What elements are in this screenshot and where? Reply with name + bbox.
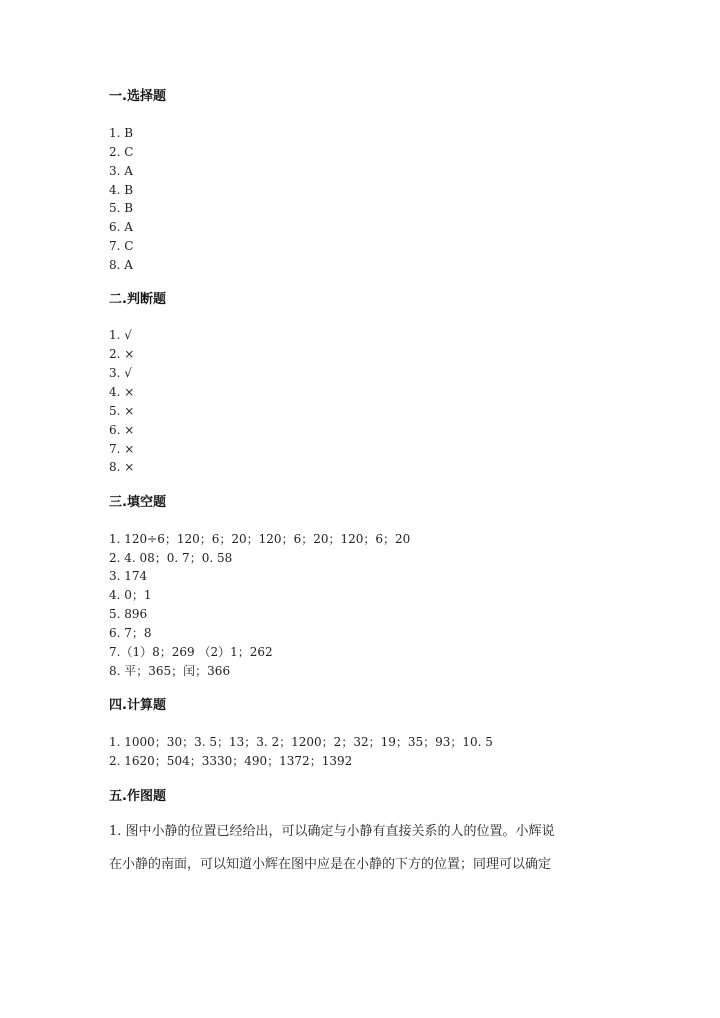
answer-line: 2. 1620；504；3330；490；1372；1392 [109,754,353,768]
answer-line: 4. B [109,183,134,197]
answer-line: 1. √ [109,328,132,342]
answer-line: 2. × [109,347,135,361]
answer-line: 4. 0；1 [109,588,152,602]
answer-line: 1. 120÷6；120；6；20；120；6；20；120；6；20 [109,532,411,546]
answer-line: 8. A [109,258,133,272]
answer-line: 6. × [109,423,135,437]
answer-line: 4. × [109,385,135,399]
section-heading-drawing: 五.作图题 [109,789,166,804]
answer-line: 5. × [109,404,135,418]
answer-line: 7. C [109,239,134,253]
section-heading-fill-blank: 三.填空题 [109,495,166,510]
answer-line: 5. B [109,201,134,215]
answer-line: 3. √ [109,366,132,380]
answer-line: 1. 1000；30；3. 5；13；3. 2；1200；2；32；19；35；93；10. 5 [109,735,493,749]
section-heading-judgement: 二.判断题 [109,292,166,307]
answer-line: 2. C [109,145,134,159]
answer-line: 8. × [109,460,135,474]
answer-line: 5. 896 [109,607,148,621]
paragraph-line: 在小静的南面，可以知道小辉在图中应是在小静的下方的位置；同理可以确定 [109,857,552,872]
answer-line: 2. 4. 08；0. 7；0. 58 [109,551,233,565]
answer-line: 7. × [109,442,135,456]
section-heading-choice: 一.选择题 [109,89,166,104]
answer-line: 6. A [109,220,133,234]
answer-line: 7.（1）8；269 （2）1；262 [109,645,273,659]
answer-line: 3. A [109,164,133,178]
answer-line: 3. 174 [109,569,148,583]
section-heading-calculation: 四.计算题 [109,698,166,713]
answer-line: 1. B [109,126,134,140]
paragraph-line: 1. 图中小静的位置已经给出，可以确定与小静有直接关系的人的位置。小辉说 [109,824,555,839]
answer-line: 6. 7；8 [109,626,152,640]
answer-line: 8. 平；365；闰；366 [109,664,231,678]
